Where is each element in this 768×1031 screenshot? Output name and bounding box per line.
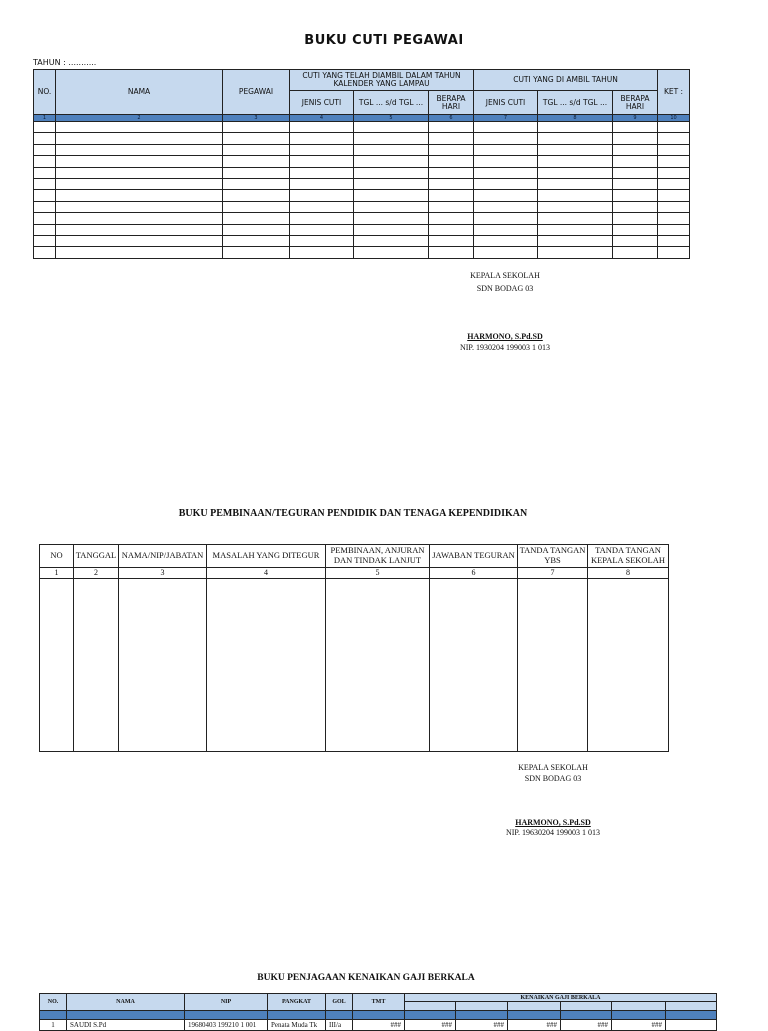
cuti-cell (56, 213, 223, 224)
gaji-number-bar (40, 1011, 717, 1020)
cuti-colnum: 1 (34, 115, 56, 122)
cuti-table-row (34, 201, 690, 212)
cuti-title: BUKU CUTI PEGAWAI (304, 33, 464, 48)
gaji-cell-kgb (666, 1020, 717, 1031)
cuti-cell (223, 247, 290, 258)
cuti-cell (474, 235, 538, 246)
cuti-cell (538, 178, 613, 189)
cuti-cell (34, 190, 56, 201)
cuti-cell (354, 213, 429, 224)
cuti-table-row (34, 144, 690, 155)
cuti-cell (613, 133, 658, 144)
cuti-cell (658, 122, 690, 133)
cuti-colnum: 2 (56, 115, 223, 122)
cuti-cell (429, 247, 474, 258)
cuti-cell (658, 167, 690, 178)
cuti-cell (429, 224, 474, 235)
cuti-cell (354, 190, 429, 201)
gaji-subheader (456, 1002, 508, 1011)
cuti-cell (429, 201, 474, 212)
gaji-cell-kgb: ### (508, 1020, 561, 1031)
cuti-cell (56, 247, 223, 258)
cuti-cell (290, 178, 354, 189)
cuti-cell (658, 133, 690, 144)
cuti-signature-name: HARMONO, S.Pd.SD (467, 332, 543, 341)
pembinaan-header-tanggal: TANGGAL (74, 545, 119, 568)
cuti-header-no: NO. (34, 70, 56, 115)
pembinaan-cell (40, 579, 74, 752)
gaji-subheader (405, 1002, 456, 1011)
cuti-cell (290, 201, 354, 212)
cuti-cell (538, 122, 613, 133)
gaji-subheader (612, 1002, 666, 1011)
cuti-colnum: 5 (354, 115, 429, 122)
cuti-colnum: 8 (538, 115, 613, 122)
cuti-cell (658, 213, 690, 224)
cuti-header-tgl-1: TGL ... s/d TGL ... (354, 91, 429, 115)
cuti-cell (474, 178, 538, 189)
cuti-cell (223, 122, 290, 133)
cuti-cell (429, 122, 474, 133)
cuti-cell (34, 235, 56, 246)
cuti-cell (56, 224, 223, 235)
cuti-cell (34, 156, 56, 167)
cuti-cell (290, 190, 354, 201)
cuti-cell (290, 247, 354, 258)
cuti-cell (429, 144, 474, 155)
cuti-header-group-lampau: CUTI YANG TELAH DIAMBIL DALAM TAHUN KALENDER YANG LAMPAU (290, 70, 474, 91)
pembinaan-cell (326, 579, 430, 752)
cuti-cell (290, 224, 354, 235)
cuti-cell (354, 235, 429, 246)
cuti-cell (34, 122, 56, 133)
cuti-header-tgl-2: TGL ... s/d TGL ... (538, 91, 613, 115)
gaji-header-nama: NAMA (67, 994, 185, 1011)
cuti-cell (56, 167, 223, 178)
cuti-cell (658, 178, 690, 189)
cuti-header-group-ambil: CUTI YANG DI AMBIL TAHUN (474, 70, 658, 91)
cuti-cell (354, 201, 429, 212)
cuti-cell (429, 190, 474, 201)
cuti-cell (56, 133, 223, 144)
cuti-cell (658, 224, 690, 235)
cuti-header-berapa-hari-1: BERAPA HARI (429, 91, 474, 115)
cuti-cell (34, 178, 56, 189)
cuti-header-jenis-cuti-2: JENIS CUTI (474, 91, 538, 115)
cuti-header-ket: KET : (658, 70, 690, 115)
cuti-cell (34, 201, 56, 212)
cuti-cell (354, 156, 429, 167)
cuti-cell (538, 224, 613, 235)
gaji-header-no: NO. (40, 994, 67, 1011)
cuti-cell (538, 213, 613, 224)
cuti-cell (658, 190, 690, 201)
cuti-cell (429, 178, 474, 189)
pembinaan-signature-name: HARMONO, S.Pd.SD (515, 818, 591, 827)
cuti-cell (290, 235, 354, 246)
gaji-header-group: KENAIKAN GAJI BERKALA (405, 994, 717, 1002)
cuti-cell (290, 144, 354, 155)
gaji-cell-no: 1 (40, 1020, 67, 1031)
cuti-cell (429, 133, 474, 144)
cuti-header-berapa-hari-2: BERAPA HARI (613, 91, 658, 115)
cuti-cell (223, 235, 290, 246)
cuti-cell (658, 156, 690, 167)
cuti-table (33, 69, 690, 259)
cuti-cell (223, 156, 290, 167)
cuti-cell (290, 133, 354, 144)
cuti-cell (474, 144, 538, 155)
gaji-cell-kgb: ### (405, 1020, 456, 1031)
cuti-cell (56, 122, 223, 133)
cuti-cell (354, 144, 429, 155)
cuti-cell (34, 167, 56, 178)
cuti-signature-nip: NIP. 1930204 199003 1 013 (459, 343, 550, 352)
cuti-table-row (34, 224, 690, 235)
cuti-table-row (34, 133, 690, 144)
cuti-table-row (34, 167, 690, 178)
pembinaan-title: BUKU PEMBINAAN/TEGURAN PENDIDIK DAN TENAGA KEPENDIDIKAN (178, 508, 528, 519)
cuti-cell (538, 235, 613, 246)
cuti-colnum: 4 (290, 115, 354, 122)
gaji-subheader (508, 1002, 561, 1011)
cuti-cell (613, 201, 658, 212)
cuti-cell (538, 190, 613, 201)
cuti-cell (429, 235, 474, 246)
cuti-cell (290, 122, 354, 133)
cuti-cell (223, 190, 290, 201)
pembinaan-colnum: 3 (119, 568, 207, 579)
pembinaan-colnum: 5 (326, 568, 430, 579)
cuti-cell (56, 201, 223, 212)
cuti-cell (354, 122, 429, 133)
cuti-table-row (34, 156, 690, 167)
cuti-table-row (34, 213, 690, 224)
gaji-cell-pangkat: Penata Muda Tk (268, 1020, 326, 1031)
cuti-cell (613, 190, 658, 201)
cuti-cell (474, 122, 538, 133)
cuti-cell (613, 122, 658, 133)
pembinaan-colnum: 7 (518, 568, 588, 579)
gaji-table (39, 993, 717, 1031)
pembinaan-colnum: 6 (430, 568, 518, 579)
cuti-cell (223, 167, 290, 178)
cuti-signature-school: SDN BODAG 03 (476, 284, 534, 293)
cuti-cell (354, 224, 429, 235)
pembinaan-header-ttd-kepsek: TANDA TANGAN KEPALA SEKOLAH (588, 545, 669, 568)
cuti-cell (538, 133, 613, 144)
cuti-cell (34, 144, 56, 155)
cuti-cell (538, 144, 613, 155)
cuti-cell (34, 133, 56, 144)
gaji-cell-kgb: ### (561, 1020, 612, 1031)
cuti-cell (658, 144, 690, 155)
cuti-signature-title: KEPALA SEKOLAH (470, 271, 540, 280)
pembinaan-header-masalah: MASALAH YANG DITEGUR (207, 545, 326, 568)
cuti-cell (56, 156, 223, 167)
cuti-cell (429, 167, 474, 178)
cuti-cell (290, 213, 354, 224)
cuti-cell (474, 190, 538, 201)
cuti-cell (474, 213, 538, 224)
cuti-cell (474, 224, 538, 235)
cuti-cell (613, 235, 658, 246)
cuti-cell (429, 156, 474, 167)
cuti-cell (354, 133, 429, 144)
cuti-cell (34, 213, 56, 224)
pembinaan-colnum: 4 (207, 568, 326, 579)
cuti-cell (658, 247, 690, 258)
cuti-cell (613, 167, 658, 178)
cuti-cell (56, 235, 223, 246)
cuti-cell (56, 178, 223, 189)
cuti-table-row (34, 247, 690, 258)
pembinaan-colnum: 1 (40, 568, 74, 579)
cuti-colnum: 3 (223, 115, 290, 122)
cuti-cell (538, 167, 613, 178)
cuti-cell (223, 213, 290, 224)
pembinaan-cell (588, 579, 669, 752)
cuti-cell (538, 247, 613, 258)
cuti-cell (34, 247, 56, 258)
cuti-cell (613, 144, 658, 155)
gaji-header-tmt: TMT (353, 994, 405, 1011)
gaji-cell-gol: III/a (326, 1020, 353, 1031)
gaji-cell-kgb: ### (456, 1020, 508, 1031)
gaji-cell-kgb: ### (612, 1020, 666, 1031)
cuti-cell (354, 167, 429, 178)
cuti-colnum: 9 (613, 115, 658, 122)
cuti-table-row (34, 235, 690, 246)
cuti-cell (474, 167, 538, 178)
gaji-cell-tmt: ### (353, 1020, 405, 1031)
cuti-table-row (34, 122, 690, 133)
gaji-table-row (40, 1020, 717, 1031)
gaji-subheader (561, 1002, 612, 1011)
cuti-cell (613, 247, 658, 258)
cuti-cell (223, 178, 290, 189)
cuti-cell (658, 235, 690, 246)
pembinaan-colnum: 2 (74, 568, 119, 579)
cuti-cell (223, 224, 290, 235)
cuti-cell (223, 144, 290, 155)
cuti-cell (538, 201, 613, 212)
cuti-table-row (34, 190, 690, 201)
cuti-cell (613, 178, 658, 189)
cuti-cell (613, 156, 658, 167)
pembinaan-header-nama: NAMA/NIP/JABATAN (119, 545, 207, 568)
cuti-colnum: 6 (429, 115, 474, 122)
pembinaan-colnum: 8 (588, 568, 669, 579)
cuti-cell (56, 144, 223, 155)
cuti-table-body (34, 122, 690, 259)
cuti-column-numbers (34, 115, 690, 122)
cuti-header-nama: NAMA (56, 70, 223, 115)
cuti-cell (429, 213, 474, 224)
cuti-header-pegawai: PEGAWAI (223, 70, 290, 115)
gaji-header-nip: NIP (185, 994, 268, 1011)
cuti-cell (56, 190, 223, 201)
cuti-cell (613, 213, 658, 224)
cuti-cell (290, 156, 354, 167)
gaji-subheader (666, 1002, 717, 1011)
cuti-colnum: 10 (658, 115, 690, 122)
cuti-cell (474, 156, 538, 167)
cuti-cell (658, 201, 690, 212)
cuti-table-row (34, 178, 690, 189)
gaji-header-pangkat: PANGKAT (268, 994, 326, 1011)
pembinaan-header-ttd-ybs: TANDA TANGAN YBS (518, 545, 588, 568)
cuti-cell (474, 201, 538, 212)
gaji-cell-nama: SAUDI S.Pd (67, 1020, 185, 1031)
cuti-cell (613, 224, 658, 235)
pembinaan-signature-nip: NIP. 19630204 199003 1 013 (505, 828, 600, 837)
gaji-header-gol: GOL (326, 994, 353, 1011)
cuti-year-label: TAHUN : ........... (33, 58, 97, 67)
pembinaan-table (39, 544, 669, 752)
pembinaan-header-pembinaan: PEMBINAAN, ANJURAN DAN TINDAK LANJUT (326, 545, 430, 568)
pembinaan-body-row (40, 579, 669, 752)
cuti-cell (34, 224, 56, 235)
gaji-cell-nip: 19680403 199210 1 001 (185, 1020, 268, 1031)
pembinaan-header-jawaban: JAWABAN TEGURAN (430, 545, 518, 568)
cuti-header-jenis-cuti-1: JENIS CUTI (290, 91, 354, 115)
gaji-title: BUKU PENJAGAAN KENAIKAN GAJI BERKALA (257, 973, 475, 983)
cuti-cell (354, 178, 429, 189)
pembinaan-cell (74, 579, 119, 752)
pembinaan-signature-school: SDN BODAG 03 (524, 774, 582, 783)
cuti-cell (474, 247, 538, 258)
cuti-cell (223, 201, 290, 212)
pembinaan-signature-title: KEPALA SEKOLAH (518, 763, 588, 772)
pembinaan-cell (518, 579, 588, 752)
pembinaan-cell (119, 579, 207, 752)
cuti-cell (538, 156, 613, 167)
cuti-cell (290, 167, 354, 178)
pembinaan-header-no: NO (40, 545, 74, 568)
cuti-cell (354, 247, 429, 258)
pembinaan-cell (207, 579, 326, 752)
cuti-cell (474, 133, 538, 144)
cuti-colnum: 7 (474, 115, 538, 122)
cuti-cell (223, 133, 290, 144)
pembinaan-column-numbers (40, 568, 669, 579)
pembinaan-cell (430, 579, 518, 752)
